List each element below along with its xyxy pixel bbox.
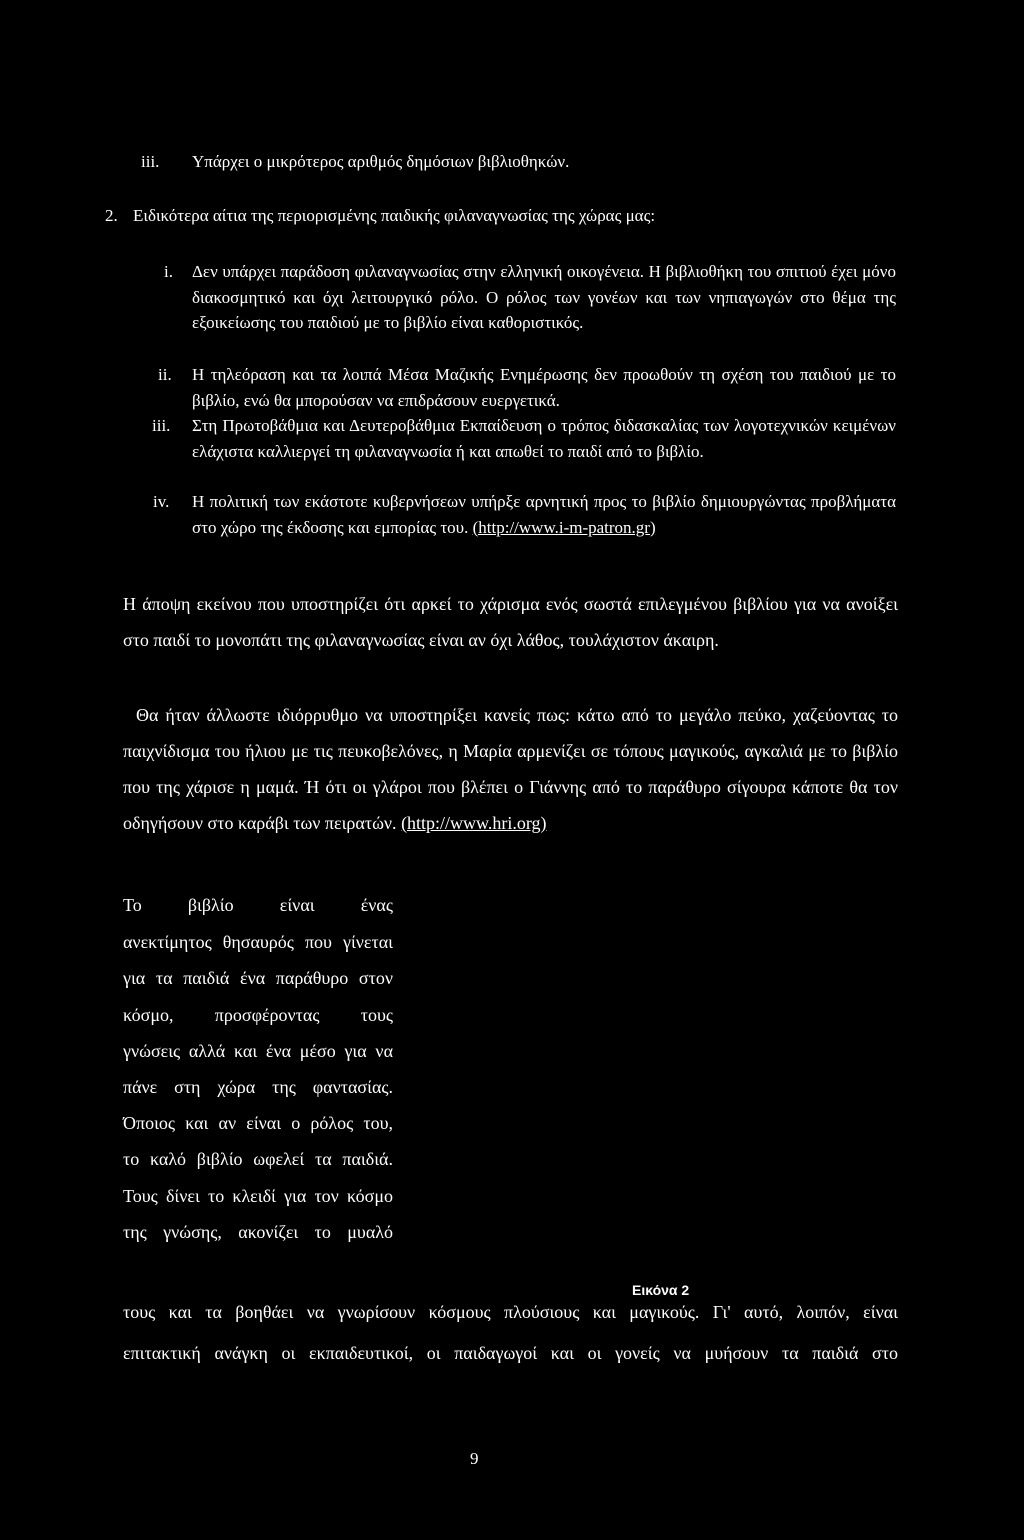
list-item-number: iv.	[153, 492, 170, 511]
wrapped-line: το καλό βιβλίο ωφελεί τα παιδιά.	[123, 1149, 393, 1169]
list-item-text	[192, 489, 896, 540]
paragraph-2	[123, 697, 898, 841]
wrapped-line: πάνε στη χώρα της φαντασίας.	[123, 1077, 393, 1097]
list-item-number: iii.	[152, 416, 171, 435]
list-item-text: Η τηλεόραση και τα λοιπά Μέσα Μαζικής Ενημέρωσης δεν προωθούν τη σχέση του παιδιού με το βιβλίο, ενώ θα μπορούσαν να επιδράσουν ευεργετικά.	[192, 365, 896, 410]
wrapped-line: για τα παιδιά ένα παράθυρο στον	[123, 968, 393, 988]
wrapped-line: της γνώσης, ακονίζει το μυαλό	[123, 1222, 393, 1242]
list-item-body: Η πολιτική των εκάστοτε κυβερνήσεων υπήρξε αρνητική προς το βιβλίο δημιουργώντας προβλήματα στο χώρο της έκδοσης και εμπορίας του.	[192, 492, 896, 537]
page-number: 9	[470, 1449, 479, 1468]
top-item-text: Υπάρχει ο μικρότερος αριθμός δημόσιων βιβλιοθηκών.	[192, 152, 570, 171]
source-link[interactable]: (http://www.i-m-patron.gr)	[472, 517, 656, 537]
hri-link[interactable]: (http://www.hri.org)	[401, 813, 547, 833]
paragraph-2-body: Θα ήταν άλλωστε ιδιόρρυθμο να υποστηρίξει κανείς πως: κάτω από το μεγάλο πεύκο, χαζεύοντας το παιχνίδισμα του ήλιου με τις πευκοβελόνες, η Μαρία αρμενίζει σε τόπους μαγικούς, αγκαλιά με το βιβλίο που της χάρισε η μαμά. Ή ότι οι γλάροι που βλέπει ο Γιάννης από το παράθυρο σίγουρα κάποτε θα τον οδηγήσουν στο καράβι των πειρατών.	[123, 705, 898, 833]
section-2-number: 2.	[105, 206, 118, 225]
paragraph-3-line-1: τους και τα βοηθάει να γνωρίσουν κόσμους πλούσιους και μαγικούς. Γι' αυτό, λοιπόν, είναι	[123, 1302, 898, 1322]
list-item-number: i.	[164, 262, 173, 281]
top-item-number: iii.	[141, 152, 160, 171]
wrapped-line: ανεκτίμητος θησαυρός που γίνεται	[123, 932, 393, 952]
wrapped-line: Τους δίνει το κλειδί για τον κόσμο	[123, 1186, 393, 1206]
section-2-heading: Ειδικότερα αίτια της περιορισμένης παιδικής φιλαναγνωσίας της χώρας μας:	[133, 206, 656, 225]
paragraph-1: Η άποψη εκείνου που υποστηρίζει ότι αρκεί το χάρισμα ενός σωστά επιλεγμένου βιβλίου για να ανοίξει στο παιδί το μονοπάτι της φιλαναγνωσίας είναι αν όχι λάθος, τουλάχιστον άκαιρη.	[123, 594, 898, 650]
wrapped-line: κόσμο, προσφέροντας τους	[123, 1005, 393, 1025]
figure-caption: Εικόνα 2	[632, 1282, 690, 1298]
list-item-number: ii.	[158, 365, 172, 384]
list-item-text: Στη Πρωτοβάθμια και Δευτεροβάθμια Εκπαίδευση ο τρόπος διδασκαλίας των λογοτεχνικών κειμένων ελάχιστα καλλιεργεί τη φιλαναγνωσία ή και απωθεί το παιδί από το βιβλίο.	[192, 416, 896, 461]
wrapped-line: Όποιος και αν είναι ο ρόλος του,	[123, 1113, 393, 1133]
wrapped-line: γνώσεις αλλά και ένα μέσο για να	[123, 1041, 393, 1061]
wrapped-line: Το βιβλίο είναι ένας	[123, 895, 393, 915]
list-item-text: Δεν υπάρχει παράδοση φιλαναγνωσίας στην ελληνική οικογένεια. Η βιβλιοθήκη του σπιτιού έχει μόνο διακοσμητικό και όχι λειτουργικό ρόλο. Ο ρόλος των γονέων και των νηπιαγωγών στο θέμα της εξοικείωσης του παιδιού με το βιβλίο είναι καθοριστικός.	[192, 262, 896, 332]
paragraph-3-line-2: επιτακτική ανάγκη οι εκπαιδευτικοί, οι παιδαγωγοί και οι γονείς να μυήσουν τα παιδιά στο	[123, 1343, 898, 1363]
